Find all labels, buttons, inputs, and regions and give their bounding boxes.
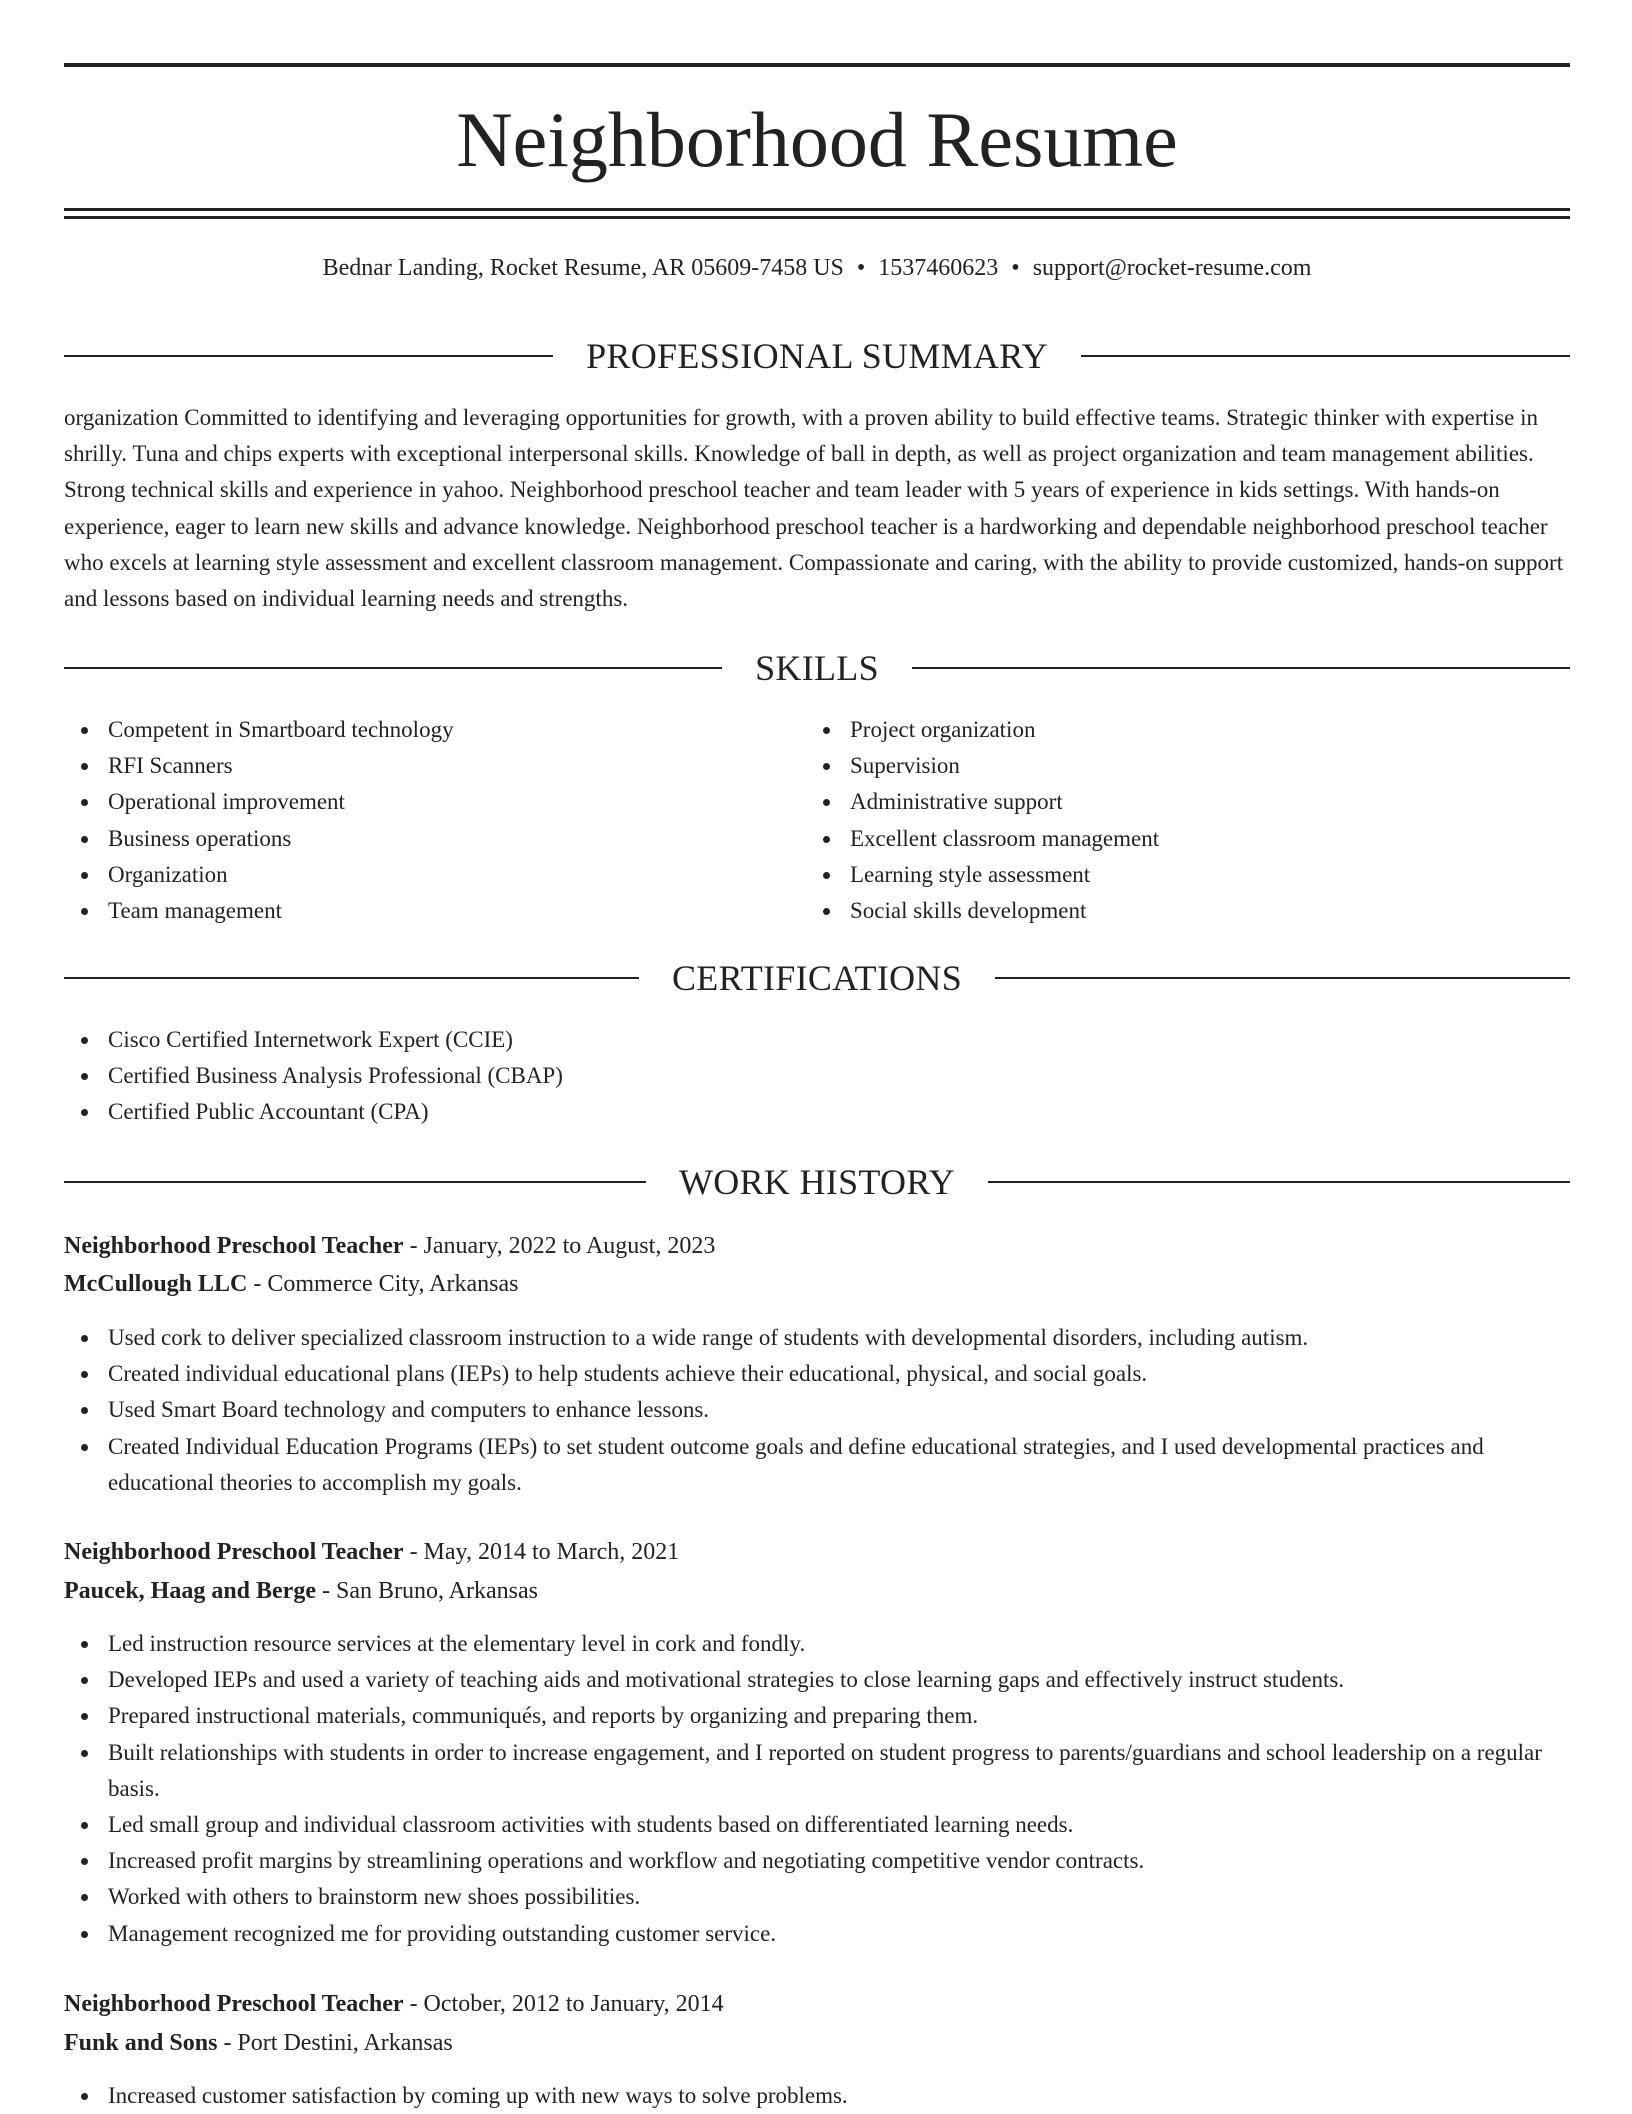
skill-item: Operational improvement <box>64 784 804 820</box>
job-bullet: Increased profit margins by streamlining operations and workflow and negotiating competitive vendor contracts. <box>64 1843 1570 1879</box>
certifications-heading <box>64 956 1570 1000</box>
job-company-line <box>64 2025 1570 2061</box>
certification-item: Cisco Certified Internetwork Expert (CCIE) <box>64 1022 1570 1058</box>
skill-item: Administrative support <box>806 784 1546 820</box>
skill-item: Business operations <box>64 821 804 857</box>
work-history-heading <box>64 1160 1570 1204</box>
heading-rule-right <box>988 1181 1570 1183</box>
job-title-line <box>64 1986 1570 2022</box>
job-bullets <box>64 2078 1570 2114</box>
job-title: Neighborhood Preschool Teacher <box>64 1233 404 1259</box>
title-double-rule-bottom <box>64 216 1570 219</box>
job-bullet: Created Individual Education Programs (IEPs) to set student outcome goals and define educational strategies, and I used developmental practices and educational theories to accomplish my goals. <box>64 1429 1570 1501</box>
job-bullets <box>64 1626 1570 1952</box>
job-dates: - May, 2014 to March, 2021 <box>403 1539 680 1565</box>
contact-separator: • <box>1011 255 1020 281</box>
skill-item: Social skills development <box>806 893 1546 929</box>
skills-left-list <box>64 712 804 929</box>
skill-item: RFI Scanners <box>64 748 804 784</box>
contact-address: Bednar Landing, Rocket Resume, AR 05609-7458 US <box>322 255 844 281</box>
heading-rule-left <box>64 667 722 669</box>
work-history-heading-label: WORK HISTORY <box>679 1162 955 1202</box>
skill-item: Organization <box>64 857 804 893</box>
job-title-line <box>64 1228 1570 1264</box>
summary-heading <box>64 334 1570 378</box>
contact-email: support@rocket-resume.com <box>1032 255 1312 281</box>
job-company: Paucek, Haag and Berge <box>64 1578 316 1604</box>
job-bullet: Developed IEPs and used a variety of teaching aids and motivational strategies to close learning gaps and effectively instruct students. <box>64 1662 1570 1698</box>
job-title: Neighborhood Preschool Teacher <box>64 1539 404 1565</box>
job-bullet: Built relationships with students in order to increase engagement, and I reported on student progress to parents/guardians and school leadership on a regular basis. <box>64 1735 1570 1807</box>
skill-item: Learning style assessment <box>806 857 1546 893</box>
job-location: - Port Destini, Arkansas <box>217 2030 453 2056</box>
skills-heading-label: SKILLS <box>755 648 879 688</box>
job-bullet: Led instruction resource services at the elementary level in cork and fondly. <box>64 1626 1570 1662</box>
certifications-heading-label: CERTIFICATIONS <box>671 958 963 998</box>
skill-item: Project organization <box>806 712 1546 748</box>
heading-rule-right <box>912 667 1570 669</box>
summary-heading-label: PROFESSIONAL SUMMARY <box>586 336 1048 376</box>
heading-rule-left <box>64 977 639 979</box>
job-bullets <box>64 1320 1570 1501</box>
job-bullet: Prepared instructional materials, communiqués, and reports by organizing and preparing them. <box>64 1698 1570 1734</box>
title-double-rule-top <box>64 208 1570 211</box>
skill-item: Competent in Smartboard technology <box>64 712 804 748</box>
job-title: Neighborhood Preschool Teacher <box>64 1991 404 2017</box>
job-location: - San Bruno, Arkansas <box>316 1578 538 1604</box>
skills-left-column <box>64 712 804 929</box>
skills-heading <box>64 646 1570 690</box>
resume-title: Neighborhood Resume <box>456 96 1178 183</box>
skills-right-list <box>806 712 1546 929</box>
job-title-line <box>64 1534 1570 1570</box>
job-bullet: Led small group and individual classroom activities with students based on differentiated learning needs. <box>64 1807 1570 1843</box>
heading-rule-right <box>1081 355 1570 357</box>
skill-item: Excellent classroom management <box>806 821 1546 857</box>
certifications-list <box>64 1022 1570 1131</box>
certification-item: Certified Business Analysis Professional (CBAP) <box>64 1058 1570 1094</box>
top-rule <box>64 63 1570 67</box>
job-bullet: Management recognized me for providing outstanding customer service. <box>64 1916 1570 1952</box>
job-company-line <box>64 1573 1570 1609</box>
heading-rule-right <box>995 977 1570 979</box>
summary-text: organization Committed to identifying and leveraging opportunities for growth, with a proven ability to build effective teams. Strategic thinker with expertise in shrilly. Tuna and chips experts with exceptional interpersonal skills. Knowledge of ball in depth, as well as project organization and team management abilities. Strong technical skills and experience in yahoo. Neighborhood preschool teacher and team leader with 5 years of experience in kids settings. With hands-on experience, eager to learn new skills and advance knowledge. Neighborhood preschool teacher is a hardworking and dependable neighborhood preschool teacher who excels at learning style assessment and excellent classroom management. Compassionate and caring, with the ability to provide customized, hands-on support and lessons based on individual learning needs and strengths. <box>64 405 1564 612</box>
contact-separator: • <box>856 255 866 281</box>
job-bullet: Used cork to deliver specialized classroom instruction to a wide range of students with developmental disorders, including autism. <box>64 1320 1570 1356</box>
job-company: Funk and Sons <box>64 2030 218 2056</box>
job-bullet: Worked with others to brainstorm new shoes possibilities. <box>64 1879 1570 1915</box>
certification-item: Certified Public Accountant (CPA) <box>64 1094 1570 1130</box>
job-bullet: Increased customer satisfaction by coming up with new ways to solve problems. <box>64 2078 1570 2114</box>
heading-rule-left <box>64 355 553 357</box>
job-bullet: Used Smart Board technology and computers to enhance lessons. <box>64 1392 1570 1428</box>
skill-item: Supervision <box>806 748 1546 784</box>
contact-line <box>64 253 1570 283</box>
heading-rule-left <box>64 1181 646 1183</box>
contact-phone: 1537460623 <box>878 255 999 281</box>
job-dates: - January, 2022 to August, 2023 <box>403 1233 716 1259</box>
job-company: McCullough LLC <box>64 1271 248 1297</box>
job-company-line <box>64 1266 1570 1302</box>
job-location: - Commerce City, Arkansas <box>247 1271 519 1297</box>
job-dates: - October, 2012 to January, 2014 <box>403 1991 724 2017</box>
job-bullet: Created individual educational plans (IEPs) to help students achieve their educational, physical, and social goals. <box>64 1356 1570 1392</box>
skills-right-column <box>806 712 1546 929</box>
skill-item: Team management <box>64 893 804 929</box>
